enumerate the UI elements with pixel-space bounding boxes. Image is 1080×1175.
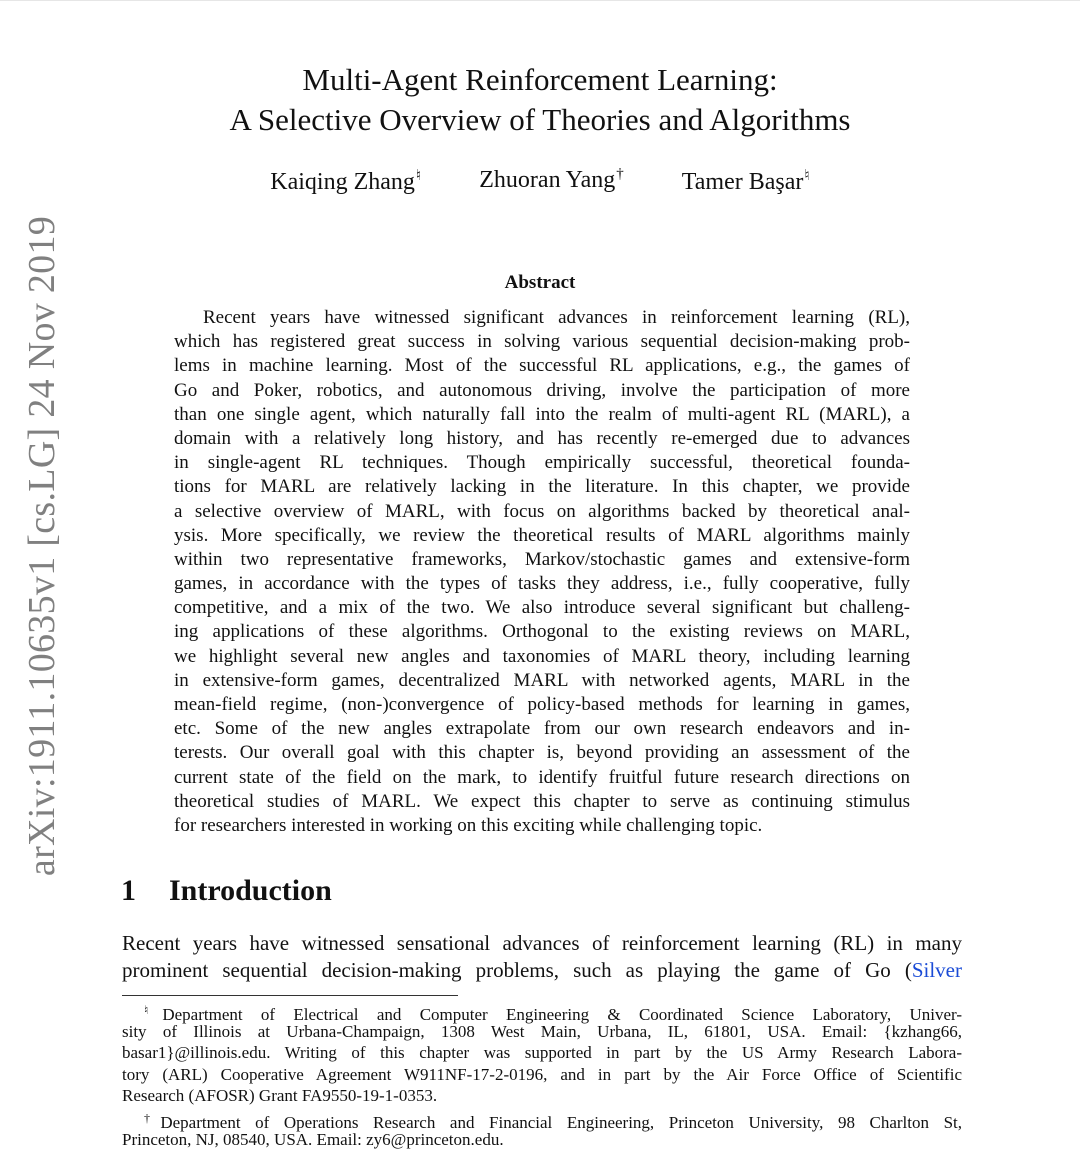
paper-title (0, 60, 1080, 140)
intro-paragraph (122, 930, 962, 984)
footnote-mark: † (144, 1110, 161, 1125)
abstract-line: current state of the field on the mark, to identify fruitful future research directions on (174, 766, 910, 788)
footnote-line: sity of Illinois at Urbana-Champaign, 1308 West Main, Urbana, IL, 61801, USA. Email: {kzhang66, (122, 1022, 962, 1042)
abstract-line: we highlight several new angles and taxonomies of MARL theory, including learning (174, 645, 910, 667)
footnote-line: tory (ARL) Cooperative Agreement W911NF-17-2-0196, and in part by the Air Force Office of Scientific (122, 1064, 962, 1084)
author: Zhuoran Yang† (479, 166, 624, 193)
section-number: 1 (121, 874, 136, 907)
abstract-line: domain with a relatively long history, and has recently re-emerged due to advances (174, 427, 910, 449)
section-title: Introduction (169, 874, 332, 907)
abstract-line: for researchers interested in working on this exciting while challenging topic. (174, 814, 763, 836)
abstract-line: theoretical studies of MARL. We expect this chapter to serve as continuing stimulus (174, 790, 910, 812)
abstract-line: in single-agent RL techniques. Though empirically successful, theoretical founda- (174, 452, 910, 474)
abstract-line: Recent years have witnessed significant advances in reinforcement learning (RL), (203, 307, 910, 328)
footnotes (122, 1000, 962, 1150)
title-line-2: A Selective Overview of Theories and Algorithms (229, 102, 851, 137)
abstract-line: than one single agent, which naturally fall into the realm of multi-agent RL (MARL), a (174, 403, 910, 425)
footnote-divider (122, 995, 458, 996)
author: Kaiqing Zhang♮ (270, 168, 422, 195)
abstract-line: ysis. More specifically, we review the theoretical results of MARL algorithms mainly (174, 524, 910, 546)
footnote-line: ♮Department of Electrical and Computer Engineering & Coordinated Science Laboratory, Univer- (144, 1003, 962, 1024)
arxiv-identifier-stamp: arXiv:1911.10635v1 [cs.LG] 24 Nov 2019 (21, 215, 63, 877)
affiliation-mark: ♮ (415, 168, 422, 184)
intro-line: prominent sequential decision-making problems, such as playing the game of Go (Silver (122, 958, 962, 982)
intro-line: Recent years have witnessed sensational advances of reinforcement learning (RL) in many (122, 931, 962, 955)
abstract-line: etc. Some of the new angles extrapolate from our own research endeavors and in- (174, 718, 910, 740)
affiliation-mark: † (616, 166, 624, 182)
abstract-line: within two representative frameworks, Markov/stochastic games and extensive-form (174, 548, 910, 570)
footnote-line: basar1}@illinois.edu. Writing of this chapter was supported in part by the US Army Research Labora- (122, 1043, 962, 1063)
abstract-body (174, 306, 910, 838)
author: Tamer Başar♮ (681, 168, 810, 195)
abstract-line: a selective overview of MARL, with focus on algorithms backed by theoretical anal- (174, 500, 910, 522)
abstract-line: which has registered great success in solving various sequential decision-making prob- (174, 331, 910, 353)
abstract-line: ing applications of these algorithms. Orthogonal to the existing reviews on MARL, (174, 621, 910, 643)
footnote-line: †Department of Operations Research and Financial Engineering, Princeton University, 98 Charlton St, (144, 1110, 963, 1132)
page-top-border (0, 0, 1080, 1)
footnote-mark: ♮ (144, 1003, 163, 1017)
abstract-line: tions for MARL are relatively lacking in the literature. In this chapter, we provide (174, 476, 910, 498)
author-list (0, 166, 1080, 196)
abstract-line: games, in accordance with the types of tasks they address, i.e., fully cooperative, fully (174, 573, 910, 595)
citation-link[interactable]: Silver (911, 958, 962, 982)
title-line-1: Multi-Agent Reinforcement Learning: (302, 62, 778, 97)
abstract-line: in extensive-form games, decentralized MARL with networked agents, MARL in the (174, 669, 910, 691)
abstract-line: Go and Poker, robotics, and autonomous driving, involve the participation of more (174, 379, 910, 401)
section-heading (121, 874, 332, 908)
abstract-heading: Abstract (504, 272, 576, 293)
abstract-line: terests. Our overall goal with this chapter is, beyond providing an assessment of the (174, 742, 910, 764)
footnote-line: Research (AFOSR) Grant FA9550-19-1-0353. (122, 1085, 438, 1105)
abstract-line: mean-field regime, (non-)convergence of policy-based methods for learning in games, (174, 694, 910, 715)
footnote-line: Princeton, NJ, 08540, USA. Email: zy6@princeton.edu. (122, 1130, 504, 1150)
abstract-line: lems in machine learning. Most of the successful RL applications, e.g., the games of (174, 355, 910, 377)
affiliation-mark: ♮ (804, 168, 810, 184)
abstract-line: competitive, and a mix of the two. We also introduce several significant but challeng- (174, 597, 910, 619)
